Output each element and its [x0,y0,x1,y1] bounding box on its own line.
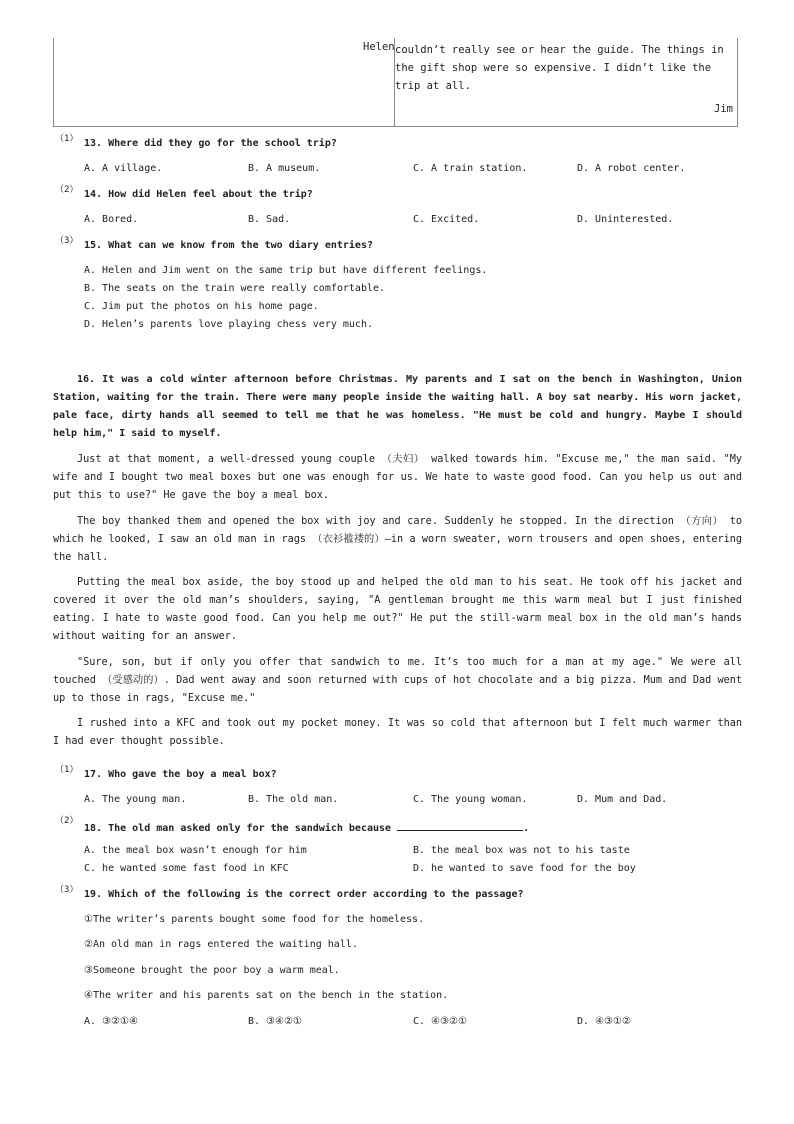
passage-paragraph-6: I rushed into a KFC and took out my pocket money. It was so cold that afternoon but I felt much warmer than I had ever thought possible. [53,718,742,747]
question-18-tail: . [523,823,530,834]
q17-option-b[interactable]: B. The old man. [248,794,339,805]
q13-option-b[interactable]: B. A museum. [248,163,321,174]
q18-option-c[interactable]: C. he wanted some fast food in KFC [84,863,289,874]
diary-signature-jim: Jim [714,103,733,115]
q19-event-2: ②An old man in rags entered the waiting hall. [84,939,358,950]
passage-paragraph-3: The boy thanked them and opened the box with joy and care. Suddenly he stopped. In the direction （方向） to which he looked, I saw an old man in rags （衣衫褴褛的）—in a worn sweater, worn trousers and open shoes, entering the hall. [53,516,742,563]
q18-option-a[interactable]: A. the meal box wasn’t enough for him [84,845,307,856]
passage-paragraph-5: "Sure, son, but if only you offer that sandwich to me. It’s too much for a man at my age." We were all touched （受感动的）. Dad went away and soon returned with cups of hot chocolate and a big pizza. Mum and Dad went up to those in rags, "Excuse me." [53,657,742,704]
q19-event-4: ④The writer and his parents sat on the bench in the station. [84,990,449,1001]
question-18 [84,820,529,834]
q15-option-c[interactable]: C. Jim put the photos on his home page. [84,301,319,312]
diary-name-helen: Helen [363,41,395,53]
q13-option-d[interactable]: D. A robot center. [577,163,686,174]
question-number: （1） [55,765,79,775]
question-18-text: 18. The old man asked only for the sandwich because [84,823,392,834]
q19-option-a[interactable]: A. ③②①④ [84,1016,138,1027]
passage-paragraph-4: Putting the meal box aside, the boy stood up and helped the old man to his seat. He took off his jacket and covered it over the old man’s shoulders, saying, "A gentleman brought me this warm meal but I just finished eating. I hate to waste good food. Can you help me out?" He put the still-warm meal box in the old man’s hands without waiting for an answer. [53,577,742,642]
q15-option-d[interactable]: D. Helen’s parents love playing chess very much. [84,319,373,330]
q17-option-d[interactable]: D. Mum and Dad. [577,794,668,805]
question-13: 13. Where did they go for the school trip? [84,138,337,149]
q13-option-a[interactable]: A. A village. [84,163,163,174]
q14-option-c[interactable]: C. Excited. [413,214,480,225]
question-17: 17. Who gave the boy a meal box? [84,769,277,780]
question-14: 14. How did Helen feel about the trip? [84,189,313,200]
q15-option-b[interactable]: B. The seats on the train were really comfortable. [84,283,386,294]
question-number: （3） [55,236,79,246]
q17-option-c[interactable]: C. The young woman. [413,794,528,805]
q18-option-d[interactable]: D. he wanted to save food for the boy [413,863,636,874]
q18-option-b[interactable]: B. the meal box was not to his taste [413,845,630,856]
q19-option-d[interactable]: D. ④③①② [577,1016,631,1027]
q13-option-c[interactable]: C. A train station. [413,163,528,174]
q19-option-b[interactable]: B. ③④②① [248,1016,302,1027]
q15-option-a[interactable]: A. Helen and Jim went on the same trip but have different feelings. [84,265,488,276]
question-number: （1） [55,134,79,144]
q14-option-b[interactable]: B. Sad. [248,214,291,225]
answer-blank[interactable] [397,820,523,831]
question-19: 19. Which of the following is the correct order according to the passage? [84,889,524,900]
q17-option-a[interactable]: A. The young man. [84,794,187,805]
question-number: （3） [55,885,79,895]
question-15: 15. What can we know from the two diary entries? [84,240,373,251]
question-number: （2） [55,816,79,826]
passage-paragraph-1: 16. It was a cold winter afternoon before Christmas. My parents and I sat on the bench in Washington, Union Station, waiting for the train. There were many people inside the waiting hall. A boy sat nearby. His worn jacket, pale face, dirty hands all seemed to tell me that he was homeless. "He must be cold and hungry. Maybe I should help him," I said to myself. [53,374,742,439]
question-number: （2） [55,185,79,195]
q19-event-1: ①The writer’s parents bought some food for the homeless. [84,914,425,925]
q19-option-c[interactable]: C. ④③②① [413,1016,467,1027]
q19-event-3: ③Someone brought the poor boy a warm meal. [84,965,340,976]
diary-entry-jim: couldn’t really see or hear the guide. The things in the gift shop were so expensive. I didn’t like the trip at all. [395,44,724,92]
passage-paragraph-2: Just at that moment, a well-dressed young couple （夫妇） walked towards him. "Excuse me," the man said. "My wife and I bought two meal boxes but one was enough for us. We hate to waste good food. Can you help us out and put this to use?" He gave the boy a meal box. [53,454,742,501]
q14-option-d[interactable]: D. Uninterested. [577,214,674,225]
q14-option-a[interactable]: A. Bored. [84,214,139,225]
diary-table [53,38,738,127]
